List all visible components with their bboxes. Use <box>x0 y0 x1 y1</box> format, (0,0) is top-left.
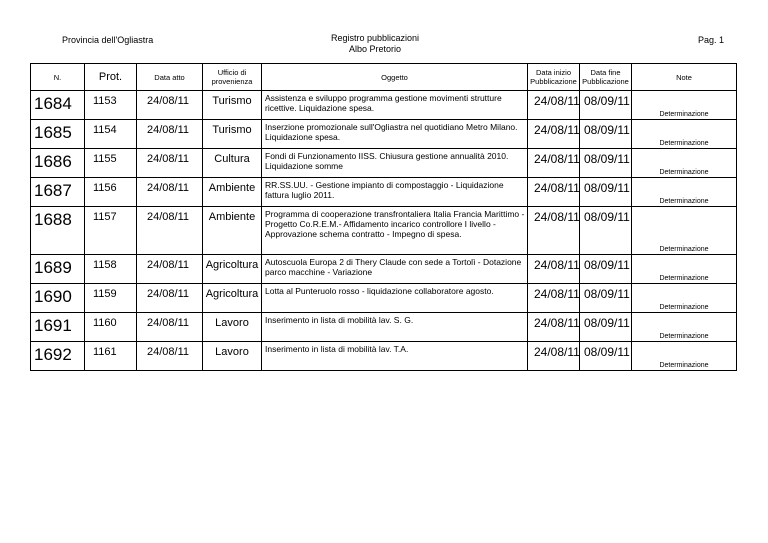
cell-prot: 1161 <box>85 342 137 371</box>
cell-n: 1692 <box>31 342 85 371</box>
table-row <box>31 120 737 149</box>
cell-oggetto: Inserimento in lista di mobilità lav. T.A. <box>262 342 528 371</box>
cell-ufficio: Agricoltura <box>203 284 262 313</box>
cell-n: 1685 <box>31 120 85 149</box>
cell-data-fine: 08/09/11 <box>580 255 632 284</box>
cell-note: Determinazione <box>632 284 737 313</box>
cell-ufficio: Lavoro <box>203 313 262 342</box>
table-row <box>31 284 737 313</box>
cell-data-atto: 24/08/11 <box>137 255 203 284</box>
col-header-n: N. <box>31 64 85 91</box>
cell-n: 1688 <box>31 207 85 255</box>
cell-note: Determinazione <box>632 178 737 207</box>
cell-n: 1689 <box>31 255 85 284</box>
cell-data-inizio: 24/08/11 <box>528 207 580 255</box>
cell-data-inizio: 24/08/11 <box>528 342 580 371</box>
table-row <box>31 207 737 255</box>
cell-prot: 1158 <box>85 255 137 284</box>
cell-prot: 1159 <box>85 284 137 313</box>
col-header-data-fine: Data fine Pubblicazione <box>580 64 632 91</box>
cell-ufficio: Cultura <box>203 149 262 178</box>
header-title-line1: Registro pubblicazioni <box>330 33 420 43</box>
cell-note: Determinazione <box>632 91 737 120</box>
col-header-prot: Prot. <box>85 64 137 91</box>
table-row <box>31 149 737 178</box>
cell-prot: 1156 <box>85 178 137 207</box>
col-header-oggetto: Oggetto <box>262 64 528 91</box>
cell-data-inizio: 24/08/11 <box>528 120 580 149</box>
cell-ufficio: Agricoltura <box>203 255 262 284</box>
cell-ufficio: Lavoro <box>203 342 262 371</box>
cell-data-atto: 24/08/11 <box>137 120 203 149</box>
cell-data-atto: 24/08/11 <box>137 91 203 120</box>
cell-note: Determinazione <box>632 255 737 284</box>
cell-ufficio: Turismo <box>203 91 262 120</box>
cell-data-atto: 24/08/11 <box>137 207 203 255</box>
cell-data-atto: 24/08/11 <box>137 149 203 178</box>
cell-prot: 1154 <box>85 120 137 149</box>
cell-data-inizio: 24/08/11 <box>528 178 580 207</box>
cell-note: Determinazione <box>632 207 737 255</box>
cell-prot: 1153 <box>85 91 137 120</box>
cell-data-fine: 08/09/11 <box>580 149 632 178</box>
table-row <box>31 255 737 284</box>
cell-data-fine: 08/09/11 <box>580 284 632 313</box>
header-title-line2: Albo Pretorio <box>348 44 402 54</box>
cell-data-inizio: 24/08/11 <box>528 313 580 342</box>
cell-note: Determinazione <box>632 120 737 149</box>
cell-data-fine: 08/09/11 <box>580 91 632 120</box>
table-row <box>31 342 737 371</box>
table-row <box>31 313 737 342</box>
cell-data-inizio: 24/08/11 <box>528 149 580 178</box>
cell-n: 1687 <box>31 178 85 207</box>
table-row <box>31 178 737 207</box>
col-header-ufficio: Ufficio di provenienza <box>203 64 262 91</box>
cell-n: 1686 <box>31 149 85 178</box>
cell-n: 1691 <box>31 313 85 342</box>
col-header-note: Note <box>632 64 737 91</box>
cell-note: Determinazione <box>632 149 737 178</box>
page-number: Pag. 1 <box>697 35 724 45</box>
cell-data-fine: 08/09/11 <box>580 342 632 371</box>
cell-data-inizio: 24/08/11 <box>528 91 580 120</box>
cell-n: 1690 <box>31 284 85 313</box>
publications-table <box>30 63 737 371</box>
cell-note: Determinazione <box>632 313 737 342</box>
cell-prot: 1157 <box>85 207 137 255</box>
col-header-data-inizio: Data inizio Pubblicazione <box>528 64 580 91</box>
table-header-row <box>31 64 737 91</box>
cell-data-fine: 08/09/11 <box>580 313 632 342</box>
cell-oggetto: Lotta al Punteruolo rosso - liquidazione collaboratore agosto. <box>262 284 528 313</box>
cell-data-inizio: 24/08/11 <box>528 284 580 313</box>
cell-note: Determinazione <box>632 342 737 371</box>
cell-oggetto: Inserimento in lista di mobilità lav. S. G. <box>262 313 528 342</box>
cell-oggetto: RR.SS.UU. - Gestione impianto di compostaggio - Liquidazione fattura luglio 2011. <box>262 178 528 207</box>
header-organization: Provincia dell'Ogliastra <box>62 35 154 45</box>
cell-data-atto: 24/08/11 <box>137 342 203 371</box>
cell-ufficio: Turismo <box>203 120 262 149</box>
cell-prot: 1155 <box>85 149 137 178</box>
cell-ufficio: Ambiente <box>203 178 262 207</box>
cell-data-fine: 08/09/11 <box>580 207 632 255</box>
table-row <box>31 91 737 120</box>
cell-data-atto: 24/08/11 <box>137 313 203 342</box>
cell-oggetto: Programma di cooperazione transfrontaliera Italia Francia Marittimo - Progetto Co.R.E.M.- Affidamento incarico controllore I livello - Approvazione schema contratto - Impegno di spesa. <box>262 207 528 255</box>
cell-ufficio: Ambiente <box>203 207 262 255</box>
cell-oggetto: Fondi di Funzionamento IISS. Chiusura gestione annualità 2010. Liquidazione somme <box>262 149 528 178</box>
cell-data-atto: 24/08/11 <box>137 284 203 313</box>
cell-oggetto: Autoscuola Europa 2 di Thery Claude con sede a Tortolì - Dotazione parco macchine - Variazione <box>262 255 528 284</box>
cell-oggetto: Inserzione promozionale sull'Ogliastra nel quotidiano Metro Milano. Liquidazione spesa. <box>262 120 528 149</box>
cell-data-atto: 24/08/11 <box>137 178 203 207</box>
col-header-data-atto: Data atto <box>137 64 203 91</box>
header-title <box>300 33 450 55</box>
cell-data-fine: 08/09/11 <box>580 178 632 207</box>
cell-data-fine: 08/09/11 <box>580 120 632 149</box>
cell-oggetto: Assistenza e sviluppo programma gestione movimenti strutture ricettive. Liquidazione spesa. <box>262 91 528 120</box>
cell-n: 1684 <box>31 91 85 120</box>
cell-data-inizio: 24/08/11 <box>528 255 580 284</box>
cell-prot: 1160 <box>85 313 137 342</box>
